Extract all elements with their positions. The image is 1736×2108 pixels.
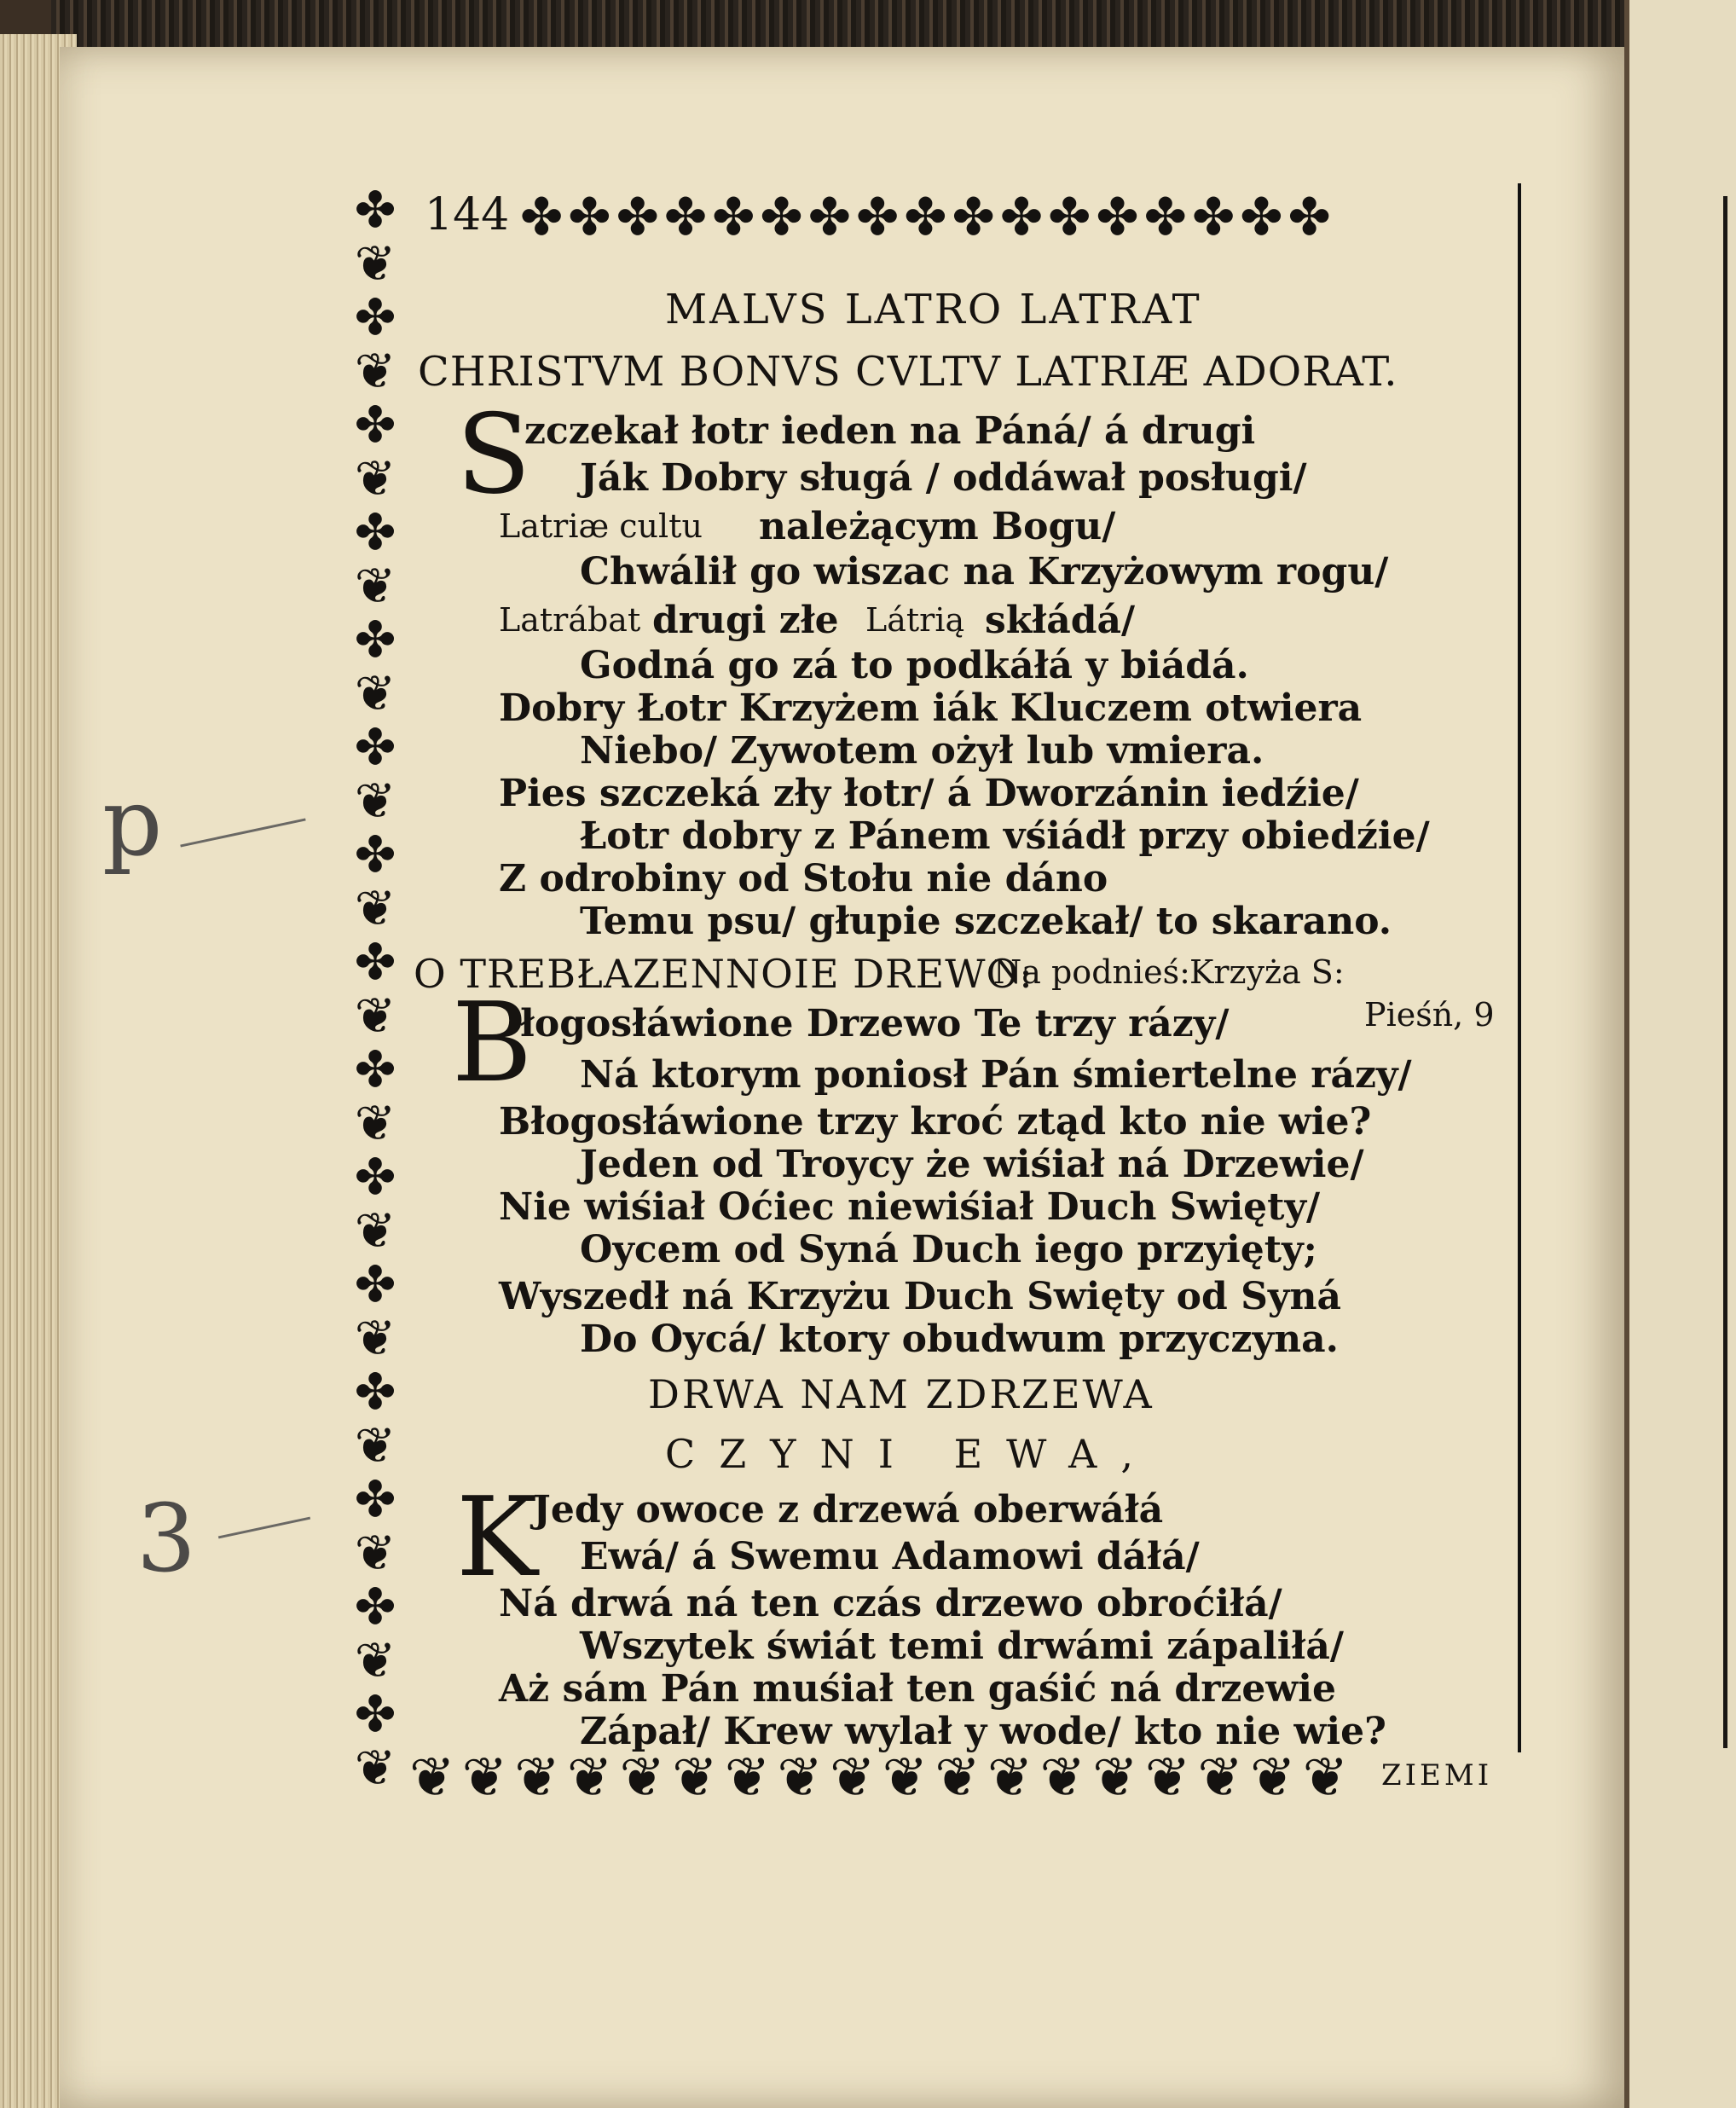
fleuron-ornament: ✤	[354, 1578, 396, 1636]
drop-cap: S	[456, 391, 531, 518]
section-heading: CZYNI EWA,	[665, 1431, 1157, 1477]
poem-line: łogosłáwione Drzewo Te trzy rázy/	[520, 1002, 1230, 1045]
fleuron-ornament: ✤	[354, 1148, 396, 1206]
fleuron-ornament: ❦	[354, 235, 396, 292]
fleuron-ornament: ✤	[760, 188, 803, 247]
fleuron-ornament: ❦	[354, 1202, 396, 1260]
fleuron-ornament: ✤	[712, 188, 755, 247]
fleuron-ornament: ❦	[1197, 1746, 1243, 1810]
fleuron-ornament: ❦	[619, 1746, 666, 1810]
fleuron-ornament: ❦	[354, 1309, 396, 1367]
poem-line: Ják Dobry sługá / oddáwał posługi/	[580, 456, 1307, 500]
fleuron-ornament: ❦	[354, 879, 396, 937]
fleuron-ornament: ✤	[904, 188, 947, 247]
poem-line-latin: Látrią	[865, 601, 965, 639]
fleuron-ornament: ✤	[1143, 188, 1187, 247]
fleuron-ornament: ❦	[882, 1746, 929, 1810]
fleuron-ornament: ✤	[1191, 188, 1235, 247]
fleuron-ornament: ❦	[1250, 1746, 1296, 1810]
fleuron-ornament: ✤	[663, 188, 708, 247]
fleuron-ornament: ❦	[514, 1746, 560, 1810]
page-number: 144	[425, 189, 510, 240]
fleuron-ornament: ✤	[354, 288, 396, 346]
fleuron-ornament: ❦	[935, 1746, 981, 1810]
fleuron-ornament: ❦	[354, 342, 396, 400]
margin-pencil-note: 3	[136, 1484, 196, 1593]
fleuron-ornament: ✤	[1288, 188, 1331, 247]
fleuron-ornament: ❦	[1144, 1746, 1191, 1810]
drop-cap: K	[456, 1474, 538, 1601]
poem-line-latin: Latrábat	[499, 601, 641, 639]
fleuron-ornament: ✤	[1096, 188, 1139, 247]
fleuron-ornament: ✤	[354, 611, 396, 669]
section-heading: DRWA NAM ZDRZEWA	[648, 1371, 1154, 1417]
poem-line: Niebo/ Zywotem ożył lub vmiera.	[580, 729, 1264, 773]
facing-page-edge	[1624, 0, 1736, 2108]
fleuron-ornament: ❦	[354, 557, 396, 615]
poem-line: Oycem od Syná Duch iego przyięty;	[580, 1228, 1317, 1271]
poem-line: zczekał łotr ieden na Páná/ á drugi	[524, 409, 1256, 453]
fleuron-ornament: ❦	[354, 664, 396, 722]
fleuron-ornament: ❦	[354, 1416, 396, 1474]
fleuron-ornament: ✤	[354, 1363, 396, 1421]
poem-line: Łotr dobry z Pánem vśiádł przy obiedźie/	[580, 814, 1430, 858]
poem-line: Wszytek świát temi drwámi zápaliłá/	[580, 1624, 1344, 1668]
poem-line: Ná drwá ná ten czás drzewo obroćiłá/	[499, 1582, 1282, 1625]
fleuron-ornament: ❦	[1302, 1746, 1349, 1810]
poem-line: Nie wiśiał Oćiec niewiśiał Duch Swięty/	[499, 1185, 1321, 1229]
poem-line: Ewá/ á Swemu Adamowi dáłá/	[580, 1535, 1200, 1578]
poem-line-latin: Latriæ cultu	[499, 507, 703, 545]
fleuron-ornament: ❦	[354, 1631, 396, 1689]
poem-line: Z odrobiny od Stołu nie dáno	[499, 857, 1108, 901]
poem-line: należącym Bogu/	[759, 505, 1116, 548]
poem-line: Wyszedł ná Krzyżu Duch Swięty od Syná	[499, 1275, 1341, 1318]
fleuron-ornament: ❦	[987, 1746, 1033, 1810]
fleuron-ornament: ❦	[354, 1739, 396, 1795]
section-heading-note: Pieśń, 9	[1364, 996, 1495, 1034]
fleuron-ornament: ✤	[855, 188, 900, 247]
drop-cap: B	[452, 980, 533, 1107]
fleuron-ornament: ✤	[1240, 188, 1283, 247]
poem-line: Aż sám Pán muśiał ten gaśić ná drzewie	[499, 1667, 1336, 1711]
fleuron-ornament: ✤	[807, 188, 851, 247]
catchword: ZIEMI	[1381, 1758, 1493, 1792]
fleuron-ornament: ✤	[354, 396, 396, 454]
fleuron-ornament: ✤	[354, 183, 396, 239]
poem-line: Jedy owoce z drzewá oberwáłá	[533, 1488, 1164, 1532]
heading-subtitle: CHRISTVM BONVS CVLTV LATRIÆ ADORAT.	[418, 348, 1398, 396]
fleuron-ornament: ❦	[461, 1746, 508, 1810]
poem-line: drugi złe	[652, 599, 839, 642]
poem-line: Do Oycá/ ktory obudwum przyczyna.	[580, 1318, 1339, 1361]
fleuron-ornament: ✤	[520, 188, 564, 247]
fleuron-ornament: ❦	[672, 1746, 718, 1810]
section-heading-note: Krzyża S:	[1189, 953, 1345, 991]
poem-line: Pies szczeká zły łotr/ á Dworzánin iedźie/	[499, 772, 1359, 815]
fleuron-ornament: ✤	[354, 933, 396, 991]
fleuron-ornament: ❦	[830, 1746, 876, 1810]
fleuron-ornament: ✤	[568, 188, 611, 247]
left-ornament-border	[341, 183, 409, 1795]
fleuron-ornament: ❦	[409, 1746, 455, 1810]
poem-line: Dobry Łotr Krzyżem iák Kluczem otwiera	[499, 686, 1363, 730]
poem-line: skłádá/	[985, 599, 1136, 642]
poem-line: Chwálił go wiszac na Krzyżowym rogu/	[580, 550, 1389, 594]
fleuron-ornament: ✤	[354, 1685, 396, 1743]
poem-line: Temu psu/ głupie szczekał/ to skarano.	[580, 900, 1392, 943]
fleuron-ornament: ❦	[354, 772, 396, 830]
fleuron-ornament: ❦	[1039, 1746, 1086, 1810]
top-ornament-border	[520, 183, 1518, 252]
fleuron-ornament: ❦	[354, 987, 396, 1045]
fleuron-ornament: ✤	[354, 825, 396, 883]
poem-line: Godná go zá to podkáłá y biádá.	[580, 644, 1249, 687]
fleuron-ornament: ❦	[724, 1746, 771, 1810]
poem-line: Zápał/ Krew wylał y wode/ kto nie wie?	[580, 1710, 1386, 1753]
facing-page-rule	[1723, 196, 1727, 1748]
fleuron-ornament: ✤	[354, 718, 396, 776]
poem-line: Jeden od Troycy że wiśiał ná Drzewie/	[580, 1143, 1364, 1186]
fleuron-ornament: ❦	[1092, 1746, 1138, 1810]
fleuron-ornament: ❦	[777, 1746, 823, 1810]
fleuron-ornament: ✤	[354, 1255, 396, 1313]
fleuron-ornament: ✤	[1048, 188, 1091, 247]
fleuron-ornament: ✤	[616, 188, 659, 247]
fleuron-ornament: ✤	[354, 1470, 396, 1528]
section-heading: O TREBŁAZENNOIE DREWO:	[414, 951, 1033, 997]
poem-line: Ná ktorym poniosł Pán śmiertelne rázy/	[580, 1053, 1412, 1097]
section-heading-note: Na podnieś:	[993, 953, 1190, 991]
fleuron-ornament: ❦	[354, 1094, 396, 1152]
fleuron-ornament: ❦	[566, 1746, 613, 1810]
poem-line: Błogosłáwione trzy kroć ztąd kto nie wie?	[499, 1100, 1372, 1144]
fleuron-ornament: ✤	[354, 1040, 396, 1098]
fleuron-ornament: ❦	[354, 1524, 396, 1582]
fleuron-ornament: ✤	[354, 503, 396, 561]
fleuron-ornament: ✤	[952, 188, 995, 247]
fleuron-ornament: ✤	[999, 188, 1044, 247]
book-top-edge	[51, 0, 1629, 47]
heading-title: MALVS LATRO LATRAT	[665, 286, 1202, 333]
fleuron-ornament: ❦	[354, 449, 396, 507]
margin-pencil-note: p	[102, 767, 163, 877]
